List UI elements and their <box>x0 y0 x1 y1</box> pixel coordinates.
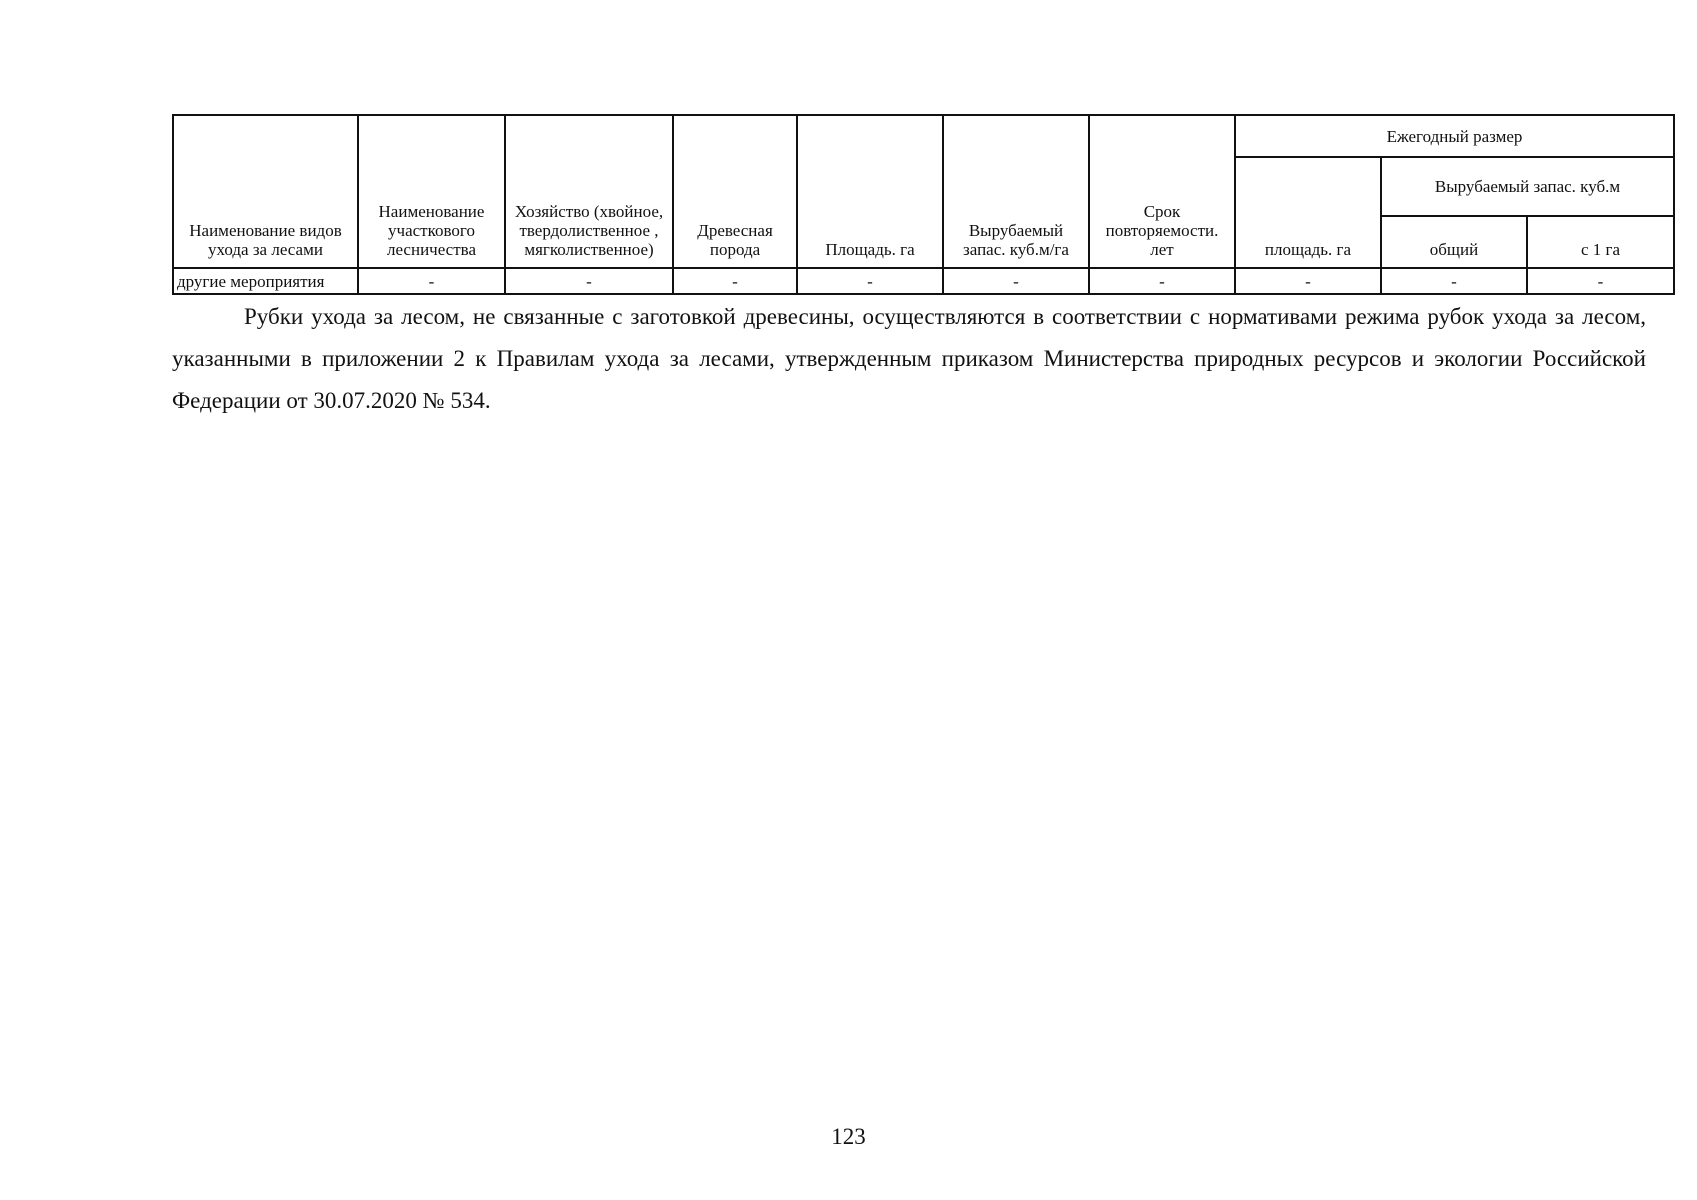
table-cell: - <box>1235 268 1381 294</box>
body-paragraph: Рубки ухода за лесом, не связанные с заготовкой древесины, осуществляются в соответствии с нормативами режима рубок ухода за лесом, указанными в приложении 2 к Правилам ухода за лесами, утвержденным приказом Министерства природных ресурсов и экологии Российской Федерации от 30.07.2020 № 534. <box>172 304 1646 413</box>
forest-care-table <box>172 114 1675 295</box>
page-number: 123 <box>831 1124 866 1149</box>
table-cell: - <box>358 268 505 294</box>
row-name-cell: другие мероприятия <box>173 268 358 294</box>
header-economy-type: Хозяйство (хвойное, твердолиственное , мягколиственное) <box>505 115 673 268</box>
header-area: Площадь. га <box>797 115 943 268</box>
header-forestry-district: Наименование участкового лесничества <box>358 115 505 268</box>
table-cell: - <box>797 268 943 294</box>
table-cell: - <box>1527 268 1674 294</box>
header-stock-per-ha: с 1 га <box>1527 216 1674 268</box>
header-annual-area: площадь. га <box>1235 157 1381 268</box>
header-care-type: Наименование видов ухода за лесами <box>173 115 358 268</box>
table-cell: - <box>1381 268 1527 294</box>
table-cell: - <box>505 268 673 294</box>
header-stock-total: общий <box>1381 216 1527 268</box>
table-row <box>173 268 1674 294</box>
header-harvested-stock: Вырубаемый запас. куб.м/га <box>943 115 1089 268</box>
header-repeat-period: Срок повторяемости. лет <box>1089 115 1235 268</box>
header-annual-stock: Вырубаемый запас. куб.м <box>1381 157 1674 216</box>
table-cell: - <box>1089 268 1235 294</box>
header-annual-size: Ежегодный размер <box>1235 115 1674 157</box>
table-cell: - <box>673 268 797 294</box>
table-cell: - <box>943 268 1089 294</box>
header-tree-species: Древесная порода <box>673 115 797 268</box>
